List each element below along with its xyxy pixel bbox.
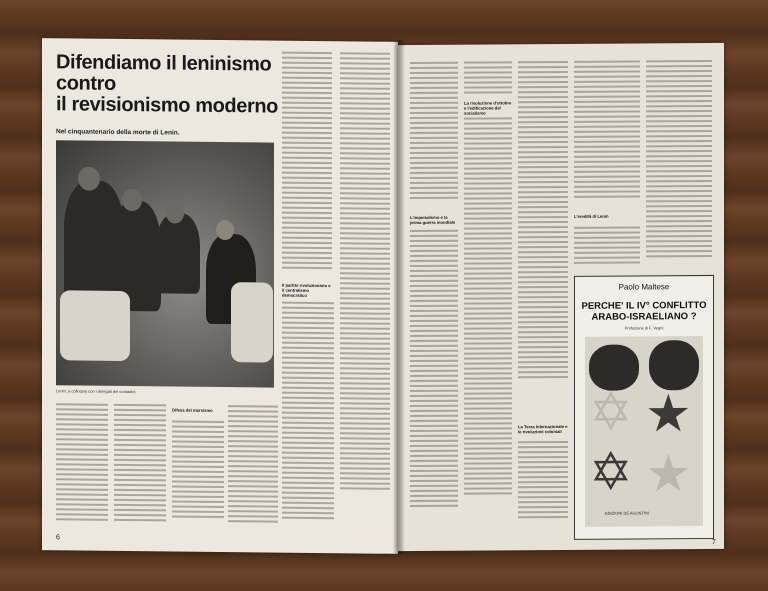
spine-gutter bbox=[393, 40, 405, 554]
section-head-terza-internazionale: La Terza Internazionale e le rivoluzioni coloniali bbox=[518, 423, 568, 435]
text-column bbox=[282, 49, 332, 280]
book-advertisement bbox=[574, 275, 714, 540]
text-column bbox=[410, 227, 458, 537]
text-column bbox=[464, 58, 512, 96]
ad-title bbox=[581, 300, 707, 323]
section-head-eredita: L'eredità di Lenin bbox=[574, 213, 609, 219]
publisher-label: EDIZIONI DE AGOSTINI bbox=[605, 510, 650, 516]
section-head-difesa: Difesa del marxismo bbox=[172, 407, 213, 413]
star-of-david-icon: ✡ bbox=[589, 383, 633, 442]
headline-line-2: il revisionismo moderno bbox=[56, 93, 278, 118]
text-column bbox=[518, 58, 568, 418]
text-column bbox=[340, 49, 390, 530]
section-head-rivoluzione: La rivoluzione d'ottobre e l'edificazione del socialismo bbox=[464, 100, 512, 116]
book-cover-art bbox=[585, 336, 703, 527]
text-column bbox=[410, 59, 458, 209]
star-of-david-icon: ✡ bbox=[589, 443, 633, 502]
article-subtitle: Nel cinquantenario della morte di Lenin. bbox=[56, 128, 180, 137]
text-column bbox=[56, 400, 108, 531]
text-column bbox=[646, 57, 712, 269]
lenin-painting-photo bbox=[56, 140, 274, 387]
text-column bbox=[518, 438, 568, 536]
page-number-left: 6 bbox=[56, 534, 60, 542]
star-icon: ★ bbox=[645, 385, 692, 444]
text-column bbox=[172, 417, 224, 532]
page-number-right: 7 bbox=[712, 538, 716, 546]
right-page bbox=[398, 43, 724, 551]
ad-title-line-1: PERCHE' IL IV° CONFLITTO bbox=[581, 299, 707, 312]
text-column bbox=[114, 401, 166, 532]
ad-author: Paolo Maltese bbox=[618, 282, 670, 292]
text-column bbox=[282, 299, 334, 530]
text-column bbox=[574, 223, 640, 269]
section-head-partito: Il partito rivoluzionario e il centralismo democratico bbox=[282, 282, 331, 298]
headline-line-1: Difendiamo il leninismo contro bbox=[56, 51, 272, 95]
text-column bbox=[464, 114, 512, 536]
text-column bbox=[574, 57, 640, 207]
left-page bbox=[42, 38, 398, 554]
section-head-imperialismo: L'imperialismo e la prima guerra mondiale bbox=[410, 214, 456, 226]
article-headline bbox=[56, 52, 316, 118]
text-column bbox=[228, 402, 278, 533]
photo-caption: Lenin, a colloquio con i delegati dei contadini bbox=[56, 388, 136, 395]
star-icon: ★ bbox=[645, 445, 692, 504]
ad-preface: Prefazione di F. Vegni bbox=[624, 325, 664, 331]
ad-title-line-2: ARABO-ISRAELIANO ? bbox=[591, 311, 697, 323]
